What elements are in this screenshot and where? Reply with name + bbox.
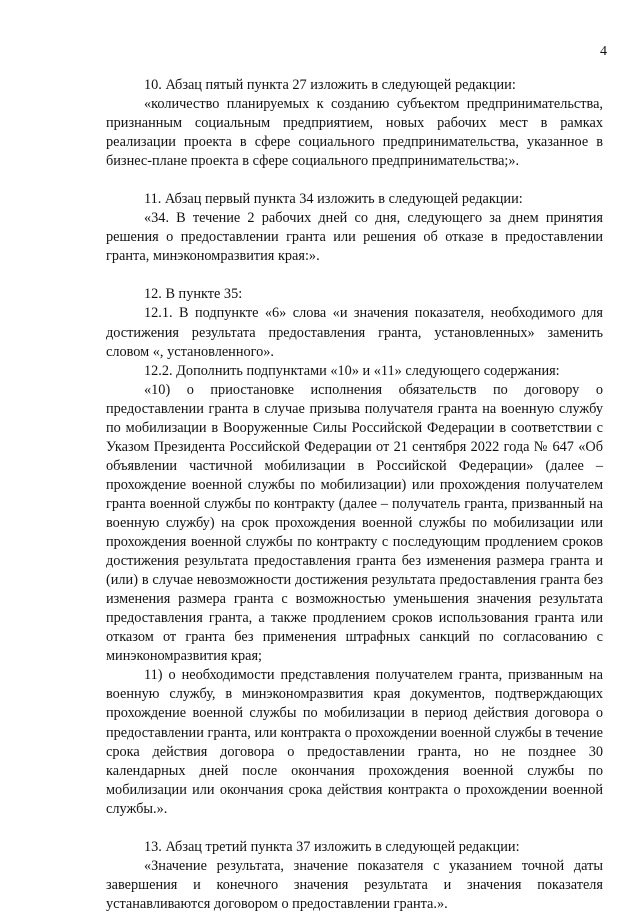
- paragraph: «34. В течение 2 рабочих дней со дня, следующего за днем принятия решения о предоставлении гранта или решения об отказе в предоставлении гранта, минэкономразвития края:».: [106, 210, 603, 265]
- paragraph: 12.1. В подпункте «6» слова «и значения показателя, необходимого для достижения результата предоставления гранта, установленных» заменить словом «, установленного».: [106, 305, 603, 360]
- paragraph: 12.2. Дополнить подпунктами «10» и «11» следующего содержания:: [144, 362, 560, 379]
- paragraph: «10) о приостановке исполнения обязательств по договору о предоставлении гранта в случае призыва получателя гранта на военную службу по мобилизации в Вооруженные Силы Российской Федерации в соответствии с Указом Президента Российской Федерации от 21 сентября 2022 года № 647 «Об объявлении частичной мобилизации в Российской Федерации» (далее – прохождение военной службы по мобилизации) или прохождения получателем гранта военной службы по контракту (далее – получатель гранта, призванный на военную службу) на срок прохождения военной службы по мобилизации или прохождения военной службы по контракту с последующим продлением сроков достижения результата предоставления гранта без изменения размера гранта и (или) в случае невозможности достижения результата предоставления гранта без изменения размера гранта с возможностью уменьшения значения результата предоставления гранта, а также продлением сроков использования гранта или отказом от гранта без применения штрафных санкций по согласованию с минэкономразвития края;: [106, 381, 603, 665]
- document-body: [106, 76, 603, 914]
- paragraph: 10. Абзац пятый пункта 27 изложить в следующей редакции:: [144, 77, 516, 93]
- paragraph: «Значение результата, значение показателя с указанием точной даты завершения и конечного значения результата и значения показателя устанавливаются договором о предоставлении гранта.».: [106, 857, 603, 912]
- paragraph: «количество планируемых к созданию субъектом предпринимательства, признанным социальным предприятием, новых рабочих мест в рамках реализации проекта в сфере социального предпринимательства, указанное в бизнес-плане проекта в сфере социального предпринимательства;».: [106, 96, 603, 170]
- page-number: 4: [600, 44, 607, 59]
- paragraph: 12. В пункте 35:: [144, 286, 243, 303]
- paragraph: 11) о необходимости представления получателем гранта, призванным на военную службу, в минэкономразвития края документов, подтверждающих прохождение военной службы по мобилизации в период действия договора о предоставлении гранта, или контракта о прохождении военной службы в течение срока действия договора о предоставлении гранта, но не позднее 30 календарных дней после окончания прохождения военной службы по мобилизации или окончания срока действия контракта о прохождении военной службы.».: [106, 667, 603, 817]
- paragraph: 11. Абзац первый пункта 34 изложить в следующей редакции:: [144, 191, 523, 208]
- paragraph: 13. Абзац третий пункта 37 изложить в следующей редакции:: [144, 838, 520, 855]
